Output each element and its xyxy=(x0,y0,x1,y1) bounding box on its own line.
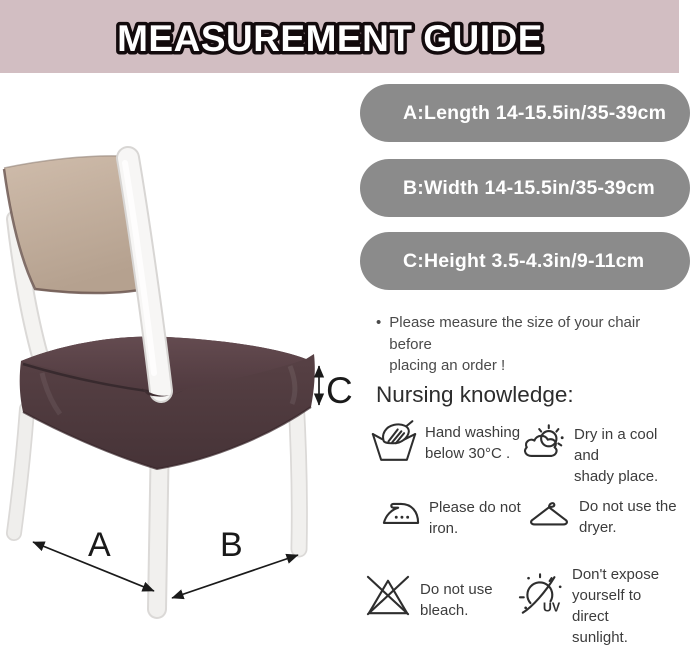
dimension-label-b: B xyxy=(220,526,243,564)
header-banner xyxy=(0,0,679,73)
care-line: sunlight. xyxy=(572,629,628,646)
hand-wash-icon xyxy=(371,419,417,462)
care-line: shady place. xyxy=(574,468,659,485)
care-item-no-sunlight xyxy=(518,566,679,648)
chair-diagram xyxy=(0,73,360,625)
note-bullet: • xyxy=(376,314,382,331)
measurement-pill-height xyxy=(360,232,690,290)
no-iron-icon xyxy=(382,497,420,526)
care-item-text xyxy=(572,564,679,648)
care-item-no-bleach xyxy=(366,575,493,621)
care-line: iron. xyxy=(429,520,459,537)
note-line-1: Please measure the size of your chair before xyxy=(389,314,641,353)
care-line: Hand washing xyxy=(425,424,521,441)
care-item-text xyxy=(579,496,677,538)
care-item-text xyxy=(425,422,520,464)
care-item-dry-shade xyxy=(522,424,679,487)
no-dryer-icon xyxy=(528,496,570,530)
note-text xyxy=(389,312,668,377)
dry-in-shade-icon xyxy=(522,424,566,461)
note-line-2: placing an order ! xyxy=(389,357,506,374)
no-sunlight-icon xyxy=(518,572,564,615)
uv-label: UV xyxy=(542,600,561,615)
dimension-label-c: C xyxy=(326,370,353,411)
care-line: yourself to direct xyxy=(572,587,642,625)
measurement-label: B:Width 14-15.5in/35-39cm xyxy=(403,177,655,199)
care-item-text xyxy=(420,579,493,621)
care-line: below 30°C . xyxy=(425,445,511,462)
measure-note xyxy=(376,312,668,377)
care-line: Do not use the xyxy=(579,498,677,515)
page-title: MEASUREMENT GUIDE xyxy=(117,18,543,59)
care-line: Do not use xyxy=(420,581,493,598)
measurement-label: A:Length 14-15.5in/35-39cm xyxy=(403,102,667,124)
care-item-no-dryer xyxy=(528,496,677,538)
care-item-no-iron xyxy=(382,497,521,539)
no-bleach-icon xyxy=(366,575,410,617)
care-item-text xyxy=(574,424,679,487)
care-item-hand-wash xyxy=(371,419,520,464)
care-item-text xyxy=(429,497,521,539)
care-heading: Nursing knowledge: xyxy=(376,382,574,407)
care-line: Please do not xyxy=(429,499,521,516)
title-graphic xyxy=(0,0,679,73)
measurement-label: C:Height 3.5-4.3in/9-11cm xyxy=(403,250,645,272)
measurement-pill-length xyxy=(360,84,690,142)
measurement-pill-width xyxy=(360,159,690,217)
care-line: Dry in a cool and xyxy=(574,426,658,464)
care-line: Don't expose xyxy=(572,566,660,583)
care-line: bleach. xyxy=(420,602,469,619)
care-line: dryer. xyxy=(579,519,617,536)
dimension-label-a: A xyxy=(88,526,111,564)
